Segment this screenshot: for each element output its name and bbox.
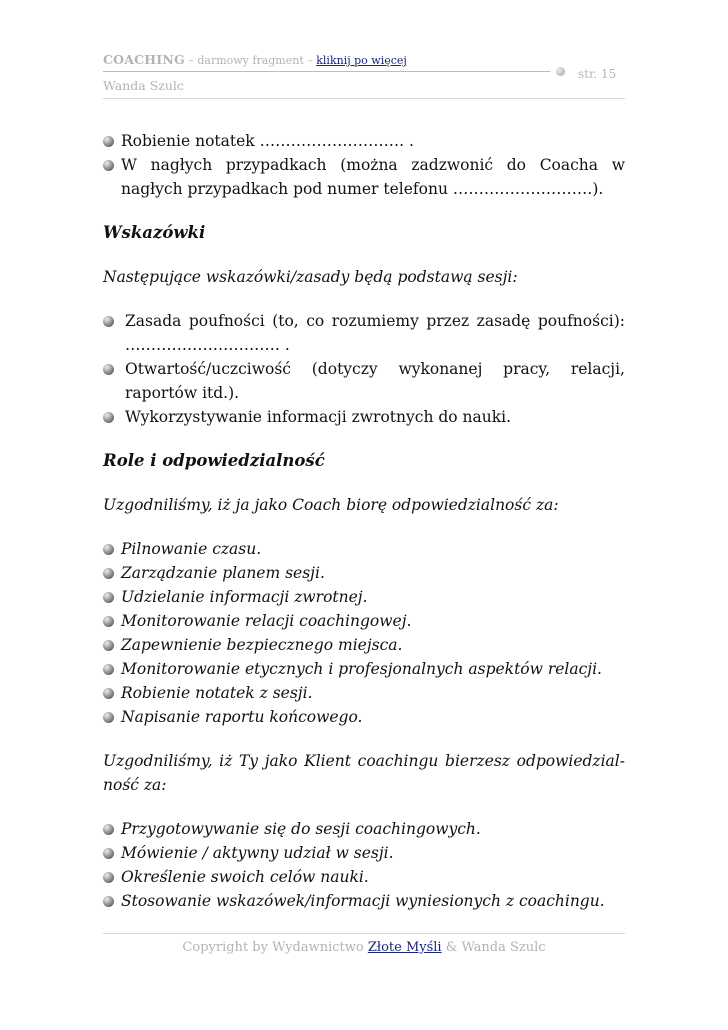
footer-rule [103, 933, 625, 934]
list-item: Określenie swoich celów nauki. [103, 865, 625, 889]
bullet-icon [103, 688, 114, 699]
client-intro: Uzgodniliśmy, iż Ty jako Klient coachingu bierzesz odpowiedzial-ność za: [103, 752, 625, 794]
footer-prefix: Copyright by Wydawnictwo [182, 940, 368, 955]
header-bullet-icon [556, 67, 565, 76]
header-subtitle: darmowy fragment – [197, 54, 317, 67]
list-item: Wykorzystywanie informacji zwrotnych do nauki. [103, 405, 625, 429]
bullet-icon [103, 824, 114, 835]
page-header [103, 52, 625, 112]
list-item: Monitorowanie relacji coachingowej. [103, 609, 625, 633]
list-item: Monitorowanie etycznych i profesjonalnych aspektów relacji. [103, 657, 625, 681]
header-brand: COACHING [103, 52, 185, 67]
page-number: str. 15 [578, 67, 617, 81]
bullet-icon [103, 848, 114, 859]
header-title-line [103, 52, 407, 67]
list-item: Robienie notatek ………………………. . [103, 129, 625, 153]
section-heading-tips: Wskazówki [103, 223, 206, 242]
coach-responsibilities-list [103, 537, 625, 729]
list-item: Otwartość/uczciwość (dotyczy wykonanej pracy, relacji, raportów itd.). [103, 357, 625, 405]
list-item: Mówienie / aktywny udział w sesji. [103, 841, 625, 865]
bullet-icon [103, 616, 114, 627]
list-item: Zarządzanie planem sesji. [103, 561, 625, 585]
footer-suffix: & Wanda Szulc [441, 940, 546, 955]
bullet-icon [103, 712, 114, 723]
tips-list [103, 309, 625, 429]
list-item: Napisanie raportu końcowego. [103, 705, 625, 729]
top-list [103, 129, 625, 201]
bullet-icon [103, 412, 114, 423]
bullet-icon [103, 592, 114, 603]
bullet-icon [103, 316, 114, 327]
bullet-icon [103, 872, 114, 883]
list-item: Udzielanie informacji zwrotnej. [103, 585, 625, 609]
bullet-icon [103, 160, 114, 171]
client-responsibilities-list [103, 817, 625, 913]
list-item: Stosowanie wskazówek/informacji wyniesionych z coachingu. [103, 889, 625, 913]
header-bottom-rule [103, 98, 625, 99]
bullet-icon [103, 664, 114, 675]
page-footer [103, 940, 625, 955]
list-item: Pilnowanie czasu. [103, 537, 625, 561]
document-body [103, 132, 625, 913]
coach-intro: Uzgodniliśmy, iż ja jako Coach biorę odpowiedzialność za: [103, 496, 559, 514]
header-author: Wanda Szulc [103, 78, 184, 93]
bullet-icon [103, 364, 114, 375]
bullet-icon [103, 568, 114, 579]
header-dash: – [184, 54, 198, 67]
list-item: Przygotowywanie się do sesji coachingowych. [103, 817, 625, 841]
bullet-icon [103, 640, 114, 651]
bullet-icon [103, 544, 114, 555]
footer-publisher-link[interactable]: Złote Myśli [367, 940, 442, 955]
header-rule [103, 71, 550, 72]
header-more-link[interactable]: kliknij po więcej [316, 54, 407, 67]
section-heading-roles: Role i odpowiedzialność [103, 451, 325, 470]
list-item: W nagłych przypadkach (można zadzwonić do Coacha w nagłych przypadkach pod numer telefonu ………………………). [103, 153, 625, 201]
tips-intro: Następujące wskazówki/zasady będą podstawą sesji: [103, 268, 518, 286]
list-item: Zasada poufności (to, co rozumiemy przez zasadę poufności): ………………………… . [103, 309, 625, 357]
list-item: Zapewnienie bezpiecznego miejsca. [103, 633, 625, 657]
bullet-icon [103, 136, 114, 147]
list-item: Robienie notatek z sesji. [103, 681, 625, 705]
bullet-icon [103, 896, 114, 907]
